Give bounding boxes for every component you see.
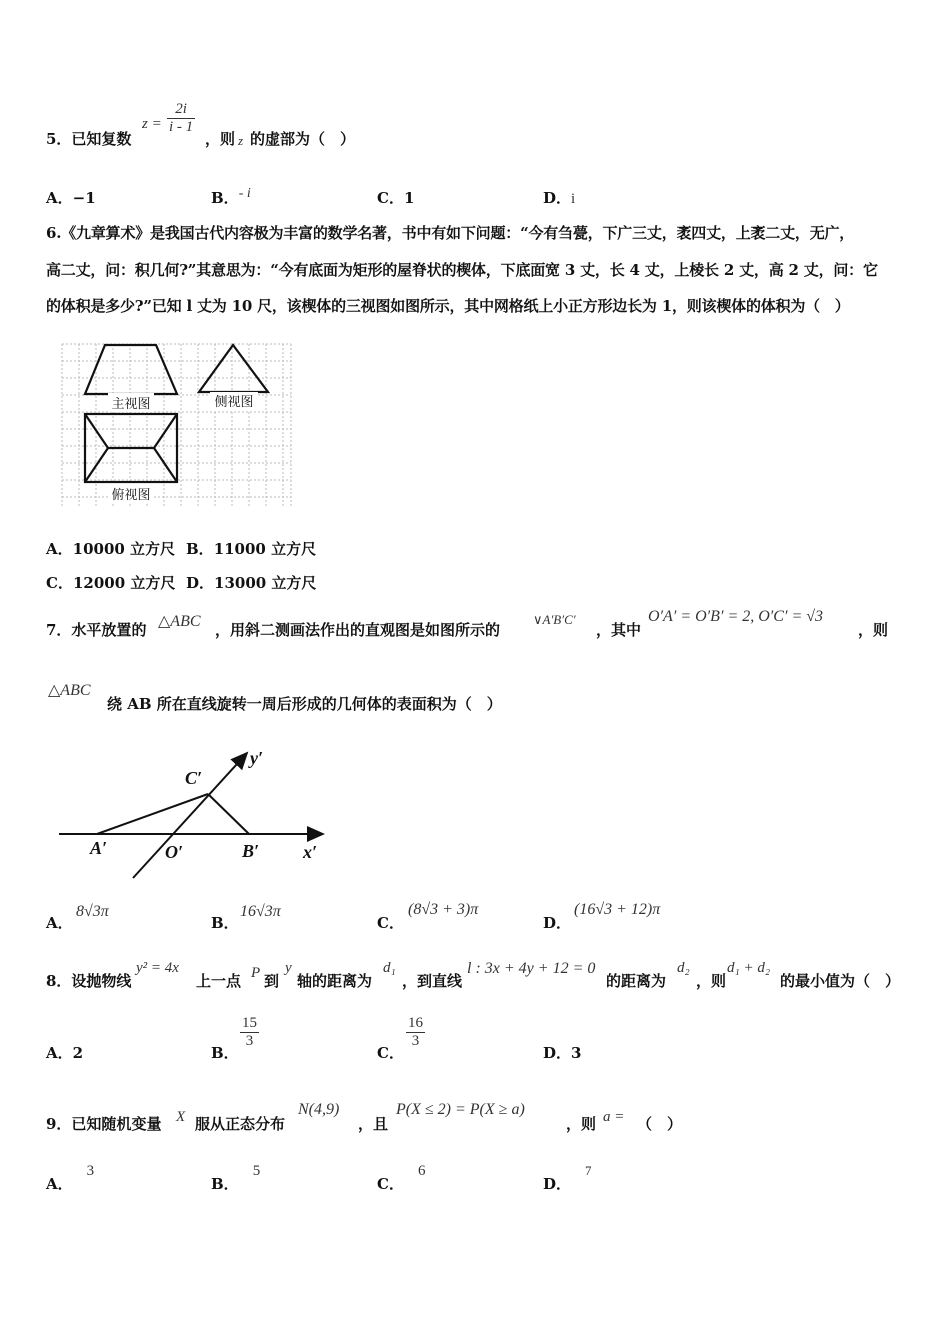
q8-option-d[interactable]: D．3 bbox=[543, 1044, 582, 1062]
q8-t2: 到 bbox=[264, 972, 280, 990]
q7-mid1: ，用斜二测画法作出的直观图是如图所示的 bbox=[215, 621, 501, 639]
label-a: A′ bbox=[90, 838, 108, 858]
oblique-figure bbox=[55, 740, 345, 885]
q8-number: 8．设抛物线 bbox=[46, 972, 132, 990]
q5-option-d[interactable]: D．i bbox=[543, 189, 576, 207]
q8-t6: ，则 bbox=[696, 972, 727, 990]
q6-option-b[interactable]: B．11000 立方尺 bbox=[186, 540, 317, 558]
q7-number: 7．水平放置的 bbox=[46, 621, 147, 639]
three-view-figure bbox=[60, 340, 295, 510]
q6-line1: 6.《九章算术》是我国古代内容极为丰富的数学名著，书中有如下问题：“今有刍甍，下广三丈，袤四丈，上袤二丈，无广， bbox=[46, 224, 855, 242]
top-view-right-ridge bbox=[154, 414, 177, 482]
side-view-triangle bbox=[199, 345, 268, 392]
q9-number: 9．已知随机变量 bbox=[46, 1115, 162, 1133]
q5-frac-den: i - 1 bbox=[169, 119, 194, 135]
q7-option-c-value: (8√3 + 3)π bbox=[408, 901, 479, 918]
q7-option-c[interactable]: C． bbox=[377, 914, 404, 932]
label-o: O′ bbox=[165, 842, 184, 862]
top-view-label: 俯视图 bbox=[111, 487, 151, 502]
front-view-trapezoid bbox=[85, 345, 177, 394]
q7-option-d-value: (16√3 + 12)π bbox=[574, 901, 661, 918]
q5-option-a[interactable]: A．−1 bbox=[46, 189, 96, 207]
q9-tail: （ ） bbox=[637, 1115, 683, 1133]
q6-line3: 的体积是多少?”已知 l 丈为 10 尺，该楔体的三视图如图所示，其中网格纸上小正方形边长为 1，则该楔体的体积为（ ） bbox=[46, 297, 850, 315]
q5-frac-num: 2i bbox=[167, 101, 195, 119]
q9-option-c[interactable]: C．6 bbox=[377, 1163, 426, 1193]
q7-tail: ，则 bbox=[858, 621, 889, 639]
q8-d2: d₂ bbox=[677, 960, 690, 976]
label-c: C′ bbox=[185, 768, 203, 788]
q7-option-b-value: 16√3π bbox=[240, 903, 281, 920]
q8-d1: d₁ bbox=[383, 960, 396, 976]
q8-option-b[interactable]: B． bbox=[211, 1044, 239, 1062]
q5-z-lhs: z = bbox=[142, 116, 162, 132]
q8-sum: d₁ + d₂ bbox=[727, 960, 771, 976]
q5-stem bbox=[46, 128, 131, 149]
q7-option-a[interactable]: A． bbox=[46, 914, 73, 932]
q5-mid: ，则 bbox=[205, 130, 236, 148]
q7-option-a-value: 8√3π bbox=[76, 903, 109, 920]
q7-triangle-3: △ABC bbox=[48, 682, 91, 699]
q8-t4: ，到直线 bbox=[402, 972, 463, 990]
q9-t2: ，且 bbox=[358, 1115, 389, 1133]
q9-x: X bbox=[176, 1109, 186, 1125]
front-view-label: 主视图 bbox=[111, 396, 151, 411]
q8-parabola: y² = 4x bbox=[136, 960, 179, 976]
q8-p: P bbox=[251, 965, 261, 981]
q8-option-b-fraction: $\frac{15}{3}$ bbox=[242, 1015, 257, 1049]
q9-a: a = bbox=[603, 1109, 625, 1125]
q9-t3: ，则 bbox=[566, 1115, 597, 1133]
q7-line2: 绕 AB 所在直线旋转一周后形成的几何体的表面积为（ ） bbox=[107, 695, 502, 713]
q9-t1: 服从正态分布 bbox=[195, 1115, 286, 1133]
q6-option-a[interactable]: A．10000 立方尺 bbox=[46, 540, 176, 558]
q8-option-c[interactable]: C． bbox=[377, 1044, 404, 1062]
q5-fraction bbox=[167, 101, 195, 136]
q9-option-b[interactable]: B．5 bbox=[211, 1163, 261, 1193]
q9-probability: P(X ≤ 2) = P(X ≥ a) bbox=[396, 1101, 525, 1118]
q7-condition: O′A′ = O′B′ = 2, O′C′ = √3 bbox=[648, 608, 824, 625]
q6-option-d[interactable]: D．13000 立方尺 bbox=[186, 574, 317, 592]
q7-mid2: ，其中 bbox=[596, 621, 642, 639]
side-view-label: 侧视图 bbox=[214, 394, 254, 409]
q7-option-b[interactable]: B． bbox=[211, 914, 239, 932]
q8-y: y bbox=[285, 960, 292, 976]
q8-t5: 的距离为 bbox=[606, 972, 667, 990]
q5-option-b[interactable]: B．- i bbox=[211, 186, 251, 207]
q5-tail: 的虚部为（ ） bbox=[250, 130, 356, 148]
q7-triangle-1: △ABC bbox=[158, 613, 201, 630]
label-b: B′ bbox=[242, 841, 260, 861]
q8-tail: 的最小值为（ ） bbox=[780, 972, 901, 990]
label-y: y′ bbox=[250, 748, 264, 768]
q7-triangle-2: ∨A′B′C′ bbox=[533, 612, 576, 627]
q6-line2: 高二丈，问：积几何?”其意思为：“今有底面为矩形的屋脊状的楔体，下底面宽 3 丈，长 4 丈，上棱长 2 丈，高 2 丈，问：它 bbox=[46, 261, 878, 279]
q8-t3: 轴的距离为 bbox=[297, 972, 373, 990]
q5-option-c[interactable]: C．1 bbox=[377, 189, 415, 207]
q8-option-a[interactable]: A．2 bbox=[46, 1044, 84, 1062]
q5-number: 5．已知复数 bbox=[46, 130, 132, 148]
q9-option-d[interactable]: D．7 bbox=[543, 1163, 592, 1193]
q7-option-d[interactable]: D． bbox=[543, 914, 572, 932]
q5-z: z bbox=[238, 133, 244, 148]
q8-option-c-fraction: $\frac{16}{3}$ bbox=[408, 1015, 423, 1049]
q6-option-c[interactable]: C．12000 立方尺 bbox=[46, 574, 176, 592]
q8-t1: 上一点 bbox=[196, 972, 242, 990]
q9-distribution: N(4,9) bbox=[298, 1101, 340, 1118]
q9-option-a[interactable]: A．3 bbox=[46, 1163, 95, 1193]
label-x: x′ bbox=[303, 842, 318, 862]
segment-bc bbox=[208, 794, 249, 834]
q8-line: l : 3x + 4y + 12 = 0 bbox=[467, 960, 596, 977]
